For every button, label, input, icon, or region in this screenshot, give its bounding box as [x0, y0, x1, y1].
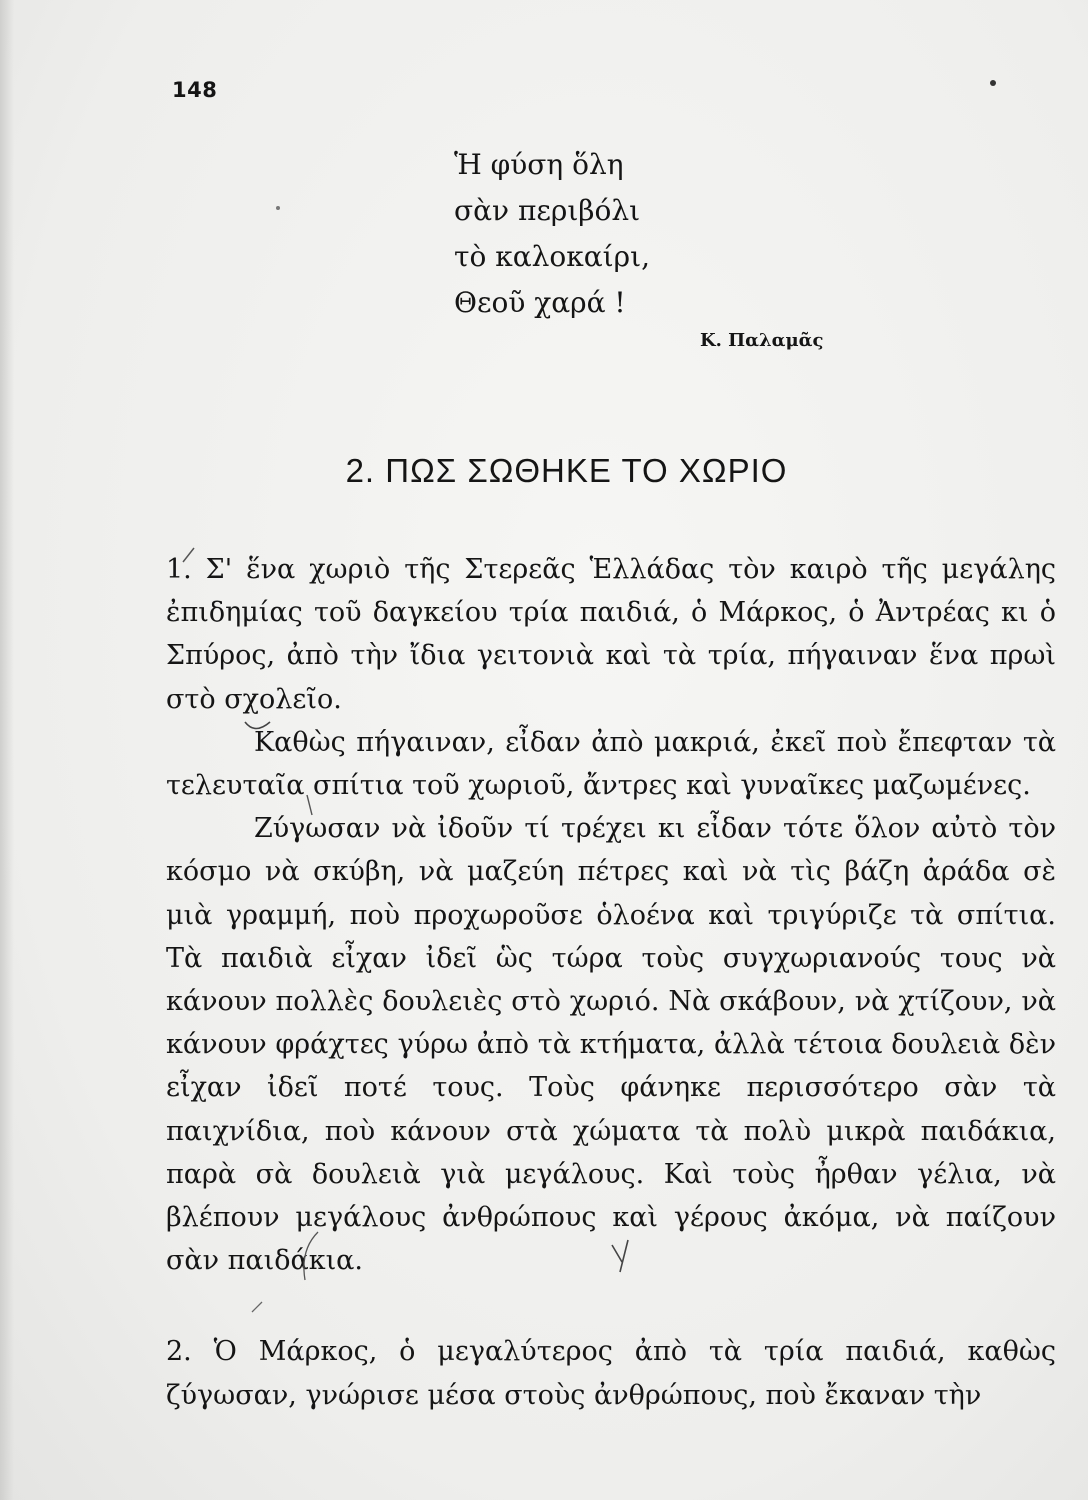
chapter-title	[0, 452, 1088, 490]
chapter-title-text: 2. ΠΩΣ ΣΩΘΗΚΕ ΤΟ ΧΩΡΙΟ	[345, 452, 788, 489]
page-edge-shadow	[0, 0, 14, 1500]
page-number: 148	[172, 78, 218, 102]
body-text	[166, 548, 1056, 1417]
poem-line: Θεοῦ χαρά !	[454, 286, 626, 319]
poem-line: τὸ καλοκαίρι,	[454, 240, 650, 273]
poem-line: Ἡ φύση ὅλη	[454, 148, 624, 181]
paragraph: 2. Ὁ Μάρκος, ὁ μεγαλύτερος ἀπὸ τὰ τρία παιδιά, καθὼς ζύγωσαν, γνώρισε μέσα στοὺς ἀνθρώπους, ποὺ ἔκαναν τὴν	[166, 1336, 1056, 1411]
poem-line: σὰν περιβόλι	[454, 194, 641, 227]
ink-speck	[276, 206, 280, 210]
paragraph: 1. Σ' ἕνα χωριὸ τῆς Στερεᾶς Ἑλλάδας τὸν καιρὸ τῆς μεγάλης ἐπιδημίας τοῦ δαγκείου τρία παιδιά, ὁ Μάρκος, ὁ Ἀντρέας κι ὁ Σπύρος, ἀπὸ τὴν ἴδια γειτονιὰ καὶ τὰ τρία, πήγαιναν ἕνα πρωὶ στὸ σχολεῖο.	[166, 554, 1056, 715]
epigraph-poem	[454, 142, 650, 326]
paragraph: Καθὼς πήγαιναν, εἶδαν ἀπὸ μακριά, ἐκεῖ ποὺ ἔπεφταν τὰ τελευταῖα σπίτια τοῦ χωριοῦ, ἄντρες καὶ γυναῖκες μαζωμένες.	[166, 726, 1056, 802]
ink-speck	[990, 80, 996, 86]
poem-author: Κ. Παλαμᾶς	[700, 330, 824, 351]
paragraph: Ζύγωσαν νὰ ἰδοῦν τί τρέχει κι εἶδαν τότε ὅλον αὐτὸ τὸν κόσμο νὰ σκύβη, νὰ μαζεύη πέτρες καὶ νὰ τὶς βάζη ἀράδα σὲ μιὰ γραμμή, ποὺ προχωροῦσε ὁλοένα καὶ τριγύριζε τὰ σπίτια. Τὰ παιδιὰ εἶχαν ἰδεῖ ὣς τώρα τοὺς συγχωριανούς τους νὰ κάνουν πολλὲς δουλειὲς στὸ χωριό. Νὰ σκάβουν, νὰ χτίζουν, νὰ κάνουν φράχτες γύρω ἀπὸ τὰ κτήματα, ἀλλὰ τέτοια δουλειὰ δὲν εἶχαν ἰδεῖ ποτέ τους. Τοὺς φάνηκε περισσότερο σὰν τὰ παιχνίδια, ποὺ κάνουν στὰ χώματα τὰ πολὺ μικρὰ παιδάκια, παρὰ σὰ δουλειὰ γιὰ μεγάλους. Καὶ τοὺς ἦρθαν γέλια, νὰ βλέπουν μεγάλους ἀνθρώπους καὶ γέρους ἀκόμα, νὰ παίζουν σὰν παιδάκια.	[166, 813, 1056, 1277]
